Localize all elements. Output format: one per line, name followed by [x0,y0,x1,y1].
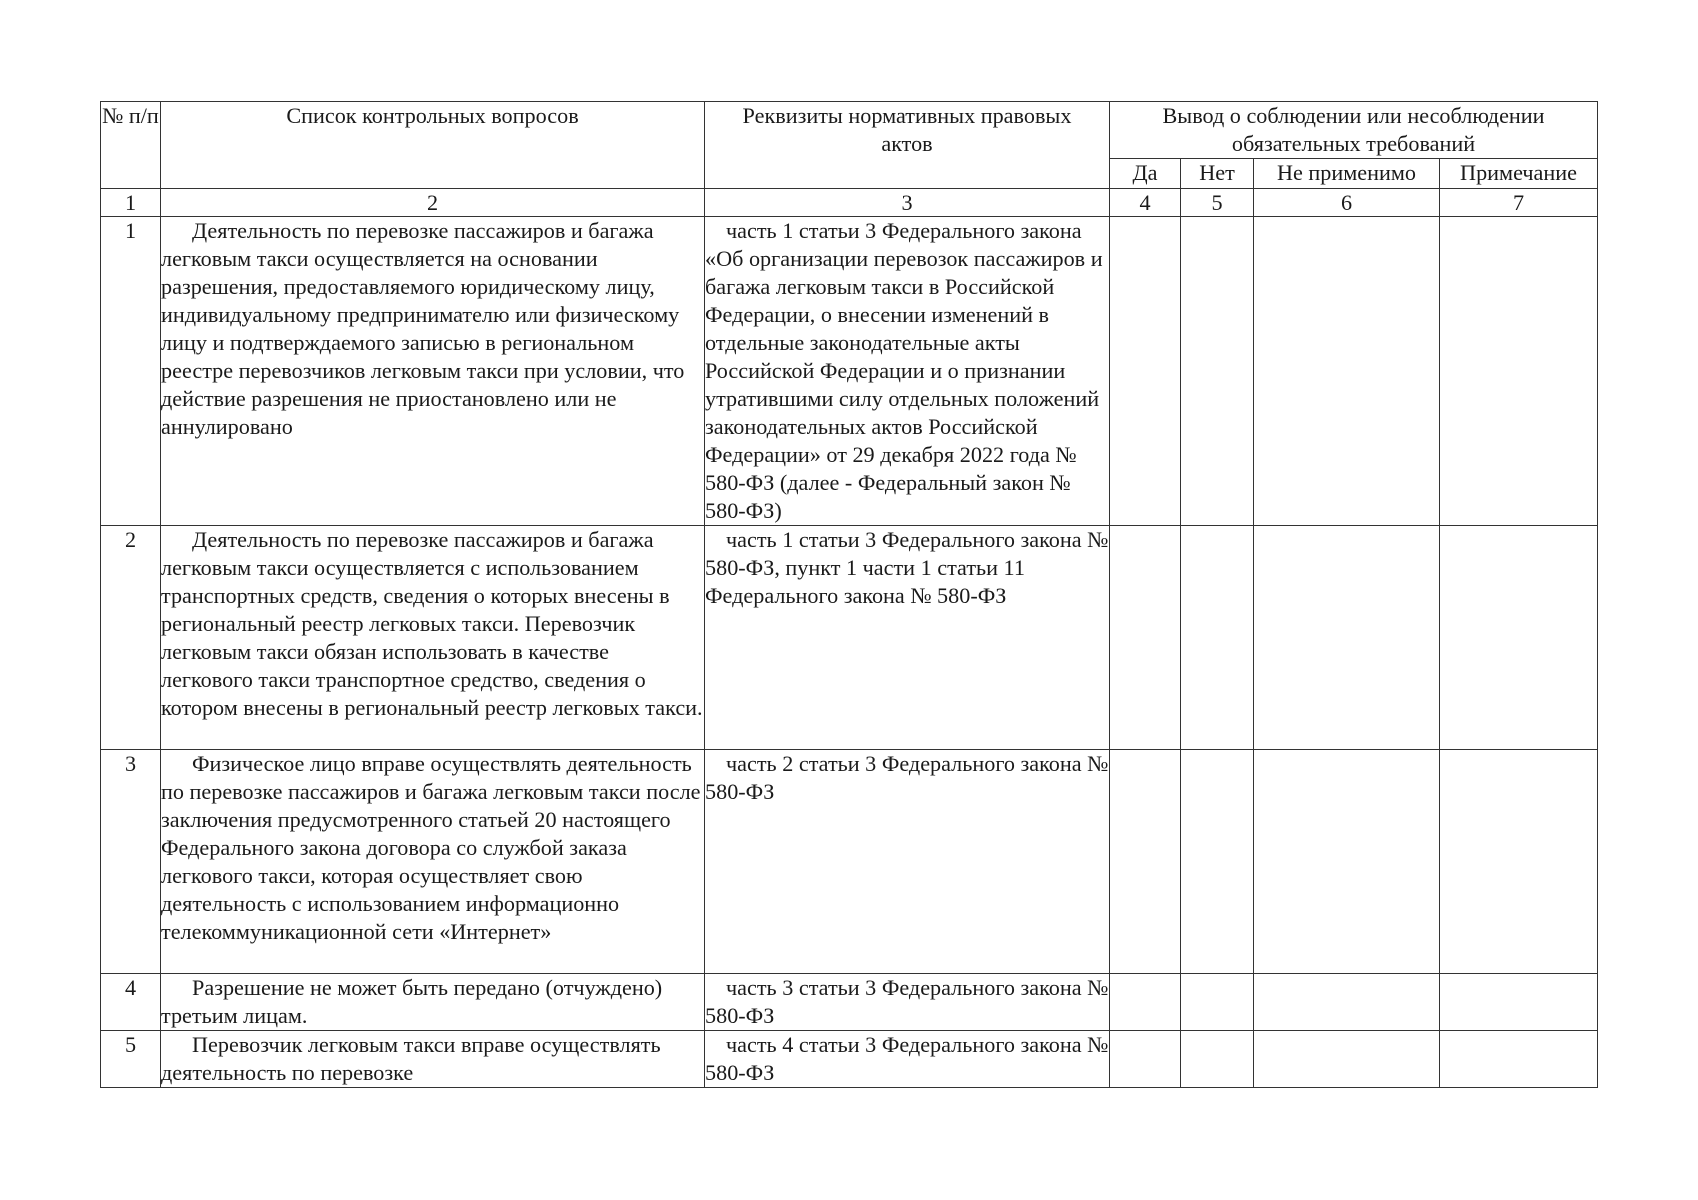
header-num [101,102,161,189]
question-text: Деятельность по перевозке пассажиров и багажа легковым такси осуществляется на основании разрешения, предоставляемого юридическому лицу, индивидуальному предпринимателю или физическому лицу и подтверждаемого записью в региональном реестре перевозчиков легковым такси при условии, что действие разрешения не приостановлено или не аннулировано [161,218,685,439]
answer-no-cell[interactable] [1181,750,1254,974]
column-number: 4 [1110,189,1181,217]
requisite-cell [705,1031,1110,1088]
requisite-text: часть 2 статьи 3 Федерального закона № 580-ФЗ [705,751,1109,804]
subheader-no: Нет [1181,159,1254,189]
row-number: 3 [101,750,161,974]
answer-no-cell[interactable] [1181,526,1254,750]
header-num-label: № п/п [102,103,159,128]
table-row [101,1031,1598,1088]
question-cell [161,1031,705,1088]
requisite-text: часть 1 статьи 3 Федерального закона № 580-ФЗ, пункт 1 части 1 статьи 11 Федерального закона № 580-ФЗ [705,527,1109,608]
question-cell [161,974,705,1031]
answer-yes-cell[interactable] [1110,526,1181,750]
question-cell [161,750,705,974]
column-number: 5 [1181,189,1254,217]
requisite-text: часть 1 статьи 3 Федерального закона «Об организации перевозок пассажиров и багажа легковым такси в Российской Федерации, о внесении изменений в отдельные законодательные акты Российской Федерации и о признании утратившими силу отдельных положений законодательных актов Российской Федерации» от 29 декабря 2022 года № 580-ФЗ (далее - Федеральный закон № 580-ФЗ) [705,218,1103,523]
answer-yes-cell[interactable] [1110,750,1181,974]
question-cell [161,526,705,750]
answer-not-applicable-cell[interactable] [1254,526,1440,750]
header-conclusion-label: Вывод о соблюдении или несоблюдении обязательных требований [1162,103,1545,156]
answer-no-cell[interactable] [1181,217,1254,526]
answer-no-cell[interactable] [1181,974,1254,1031]
table-row [101,217,1598,526]
column-number: 3 [705,189,1110,217]
answer-not-applicable-cell[interactable] [1254,1031,1440,1088]
answer-not-applicable-cell[interactable] [1254,974,1440,1031]
table-row [101,974,1598,1031]
table-row [101,750,1598,974]
note-cell[interactable] [1440,1031,1598,1088]
header-questions-label: Список контрольных вопросов [286,103,579,128]
header-conclusion [1110,102,1598,159]
subheader-note: Примечание [1440,159,1598,189]
note-cell[interactable] [1440,526,1598,750]
header-row [101,102,1598,159]
header-requisites [705,102,1110,189]
answer-not-applicable-cell[interactable] [1254,750,1440,974]
question-text: Деятельность по перевозке пассажиров и багажа легковым такси осуществляется с использованием транспортных средств, сведения о которых внесены в региональный реестр легковых такси. Перевозчик легковым такси обязан использовать в качестве легкового такси транспортное средство, сведения о котором внесены в региональный реестр легковых такси. [161,527,703,720]
question-text: Разрешение не может быть передано (отчуждено) третьим лицам. [161,975,663,1028]
note-cell[interactable] [1440,750,1598,974]
subheader-yes: Да [1110,159,1181,189]
column-number: 6 [1254,189,1440,217]
question-cell [161,217,705,526]
requisite-cell [705,750,1110,974]
column-number: 7 [1440,189,1598,217]
answer-not-applicable-cell[interactable] [1254,217,1440,526]
column-numbers-row [101,189,1598,217]
checklist-table [100,101,1598,1088]
question-text: Физическое лицо вправе осуществлять деятельность по перевозке пассажиров и багажа легковым такси после заключения предусмотренного статьей 20 настоящего Федерального закона договора со службой заказа легкового такси, которая осуществляет свою деятельность с использованием информационно телекоммуникационной сети «Интернет» [161,751,701,944]
header-requisites-label: Реквизиты нормативных правовых актов [742,103,1072,156]
row-number: 5 [101,1031,161,1088]
requisite-cell [705,217,1110,526]
question-text: Перевозчик легковым такси вправе осуществлять деятельность по перевозке [161,1032,661,1085]
subheader-not-applicable: Не применимо [1254,159,1440,189]
requisite-cell [705,974,1110,1031]
requisite-text: часть 4 статьи 3 Федерального закона № 580-ФЗ [705,1032,1109,1085]
answer-yes-cell[interactable] [1110,217,1181,526]
answer-yes-cell[interactable] [1110,1031,1181,1088]
requisite-cell [705,526,1110,750]
header-questions [161,102,705,189]
table-row [101,526,1598,750]
answer-yes-cell[interactable] [1110,974,1181,1031]
column-number: 2 [161,189,705,217]
note-cell[interactable] [1440,974,1598,1031]
answer-no-cell[interactable] [1181,1031,1254,1088]
column-number: 1 [101,189,161,217]
row-number: 2 [101,526,161,750]
note-cell[interactable] [1440,217,1598,526]
row-number: 1 [101,217,161,526]
row-number: 4 [101,974,161,1031]
requisite-text: часть 3 статьи 3 Федерального закона № 580-ФЗ [705,975,1109,1028]
